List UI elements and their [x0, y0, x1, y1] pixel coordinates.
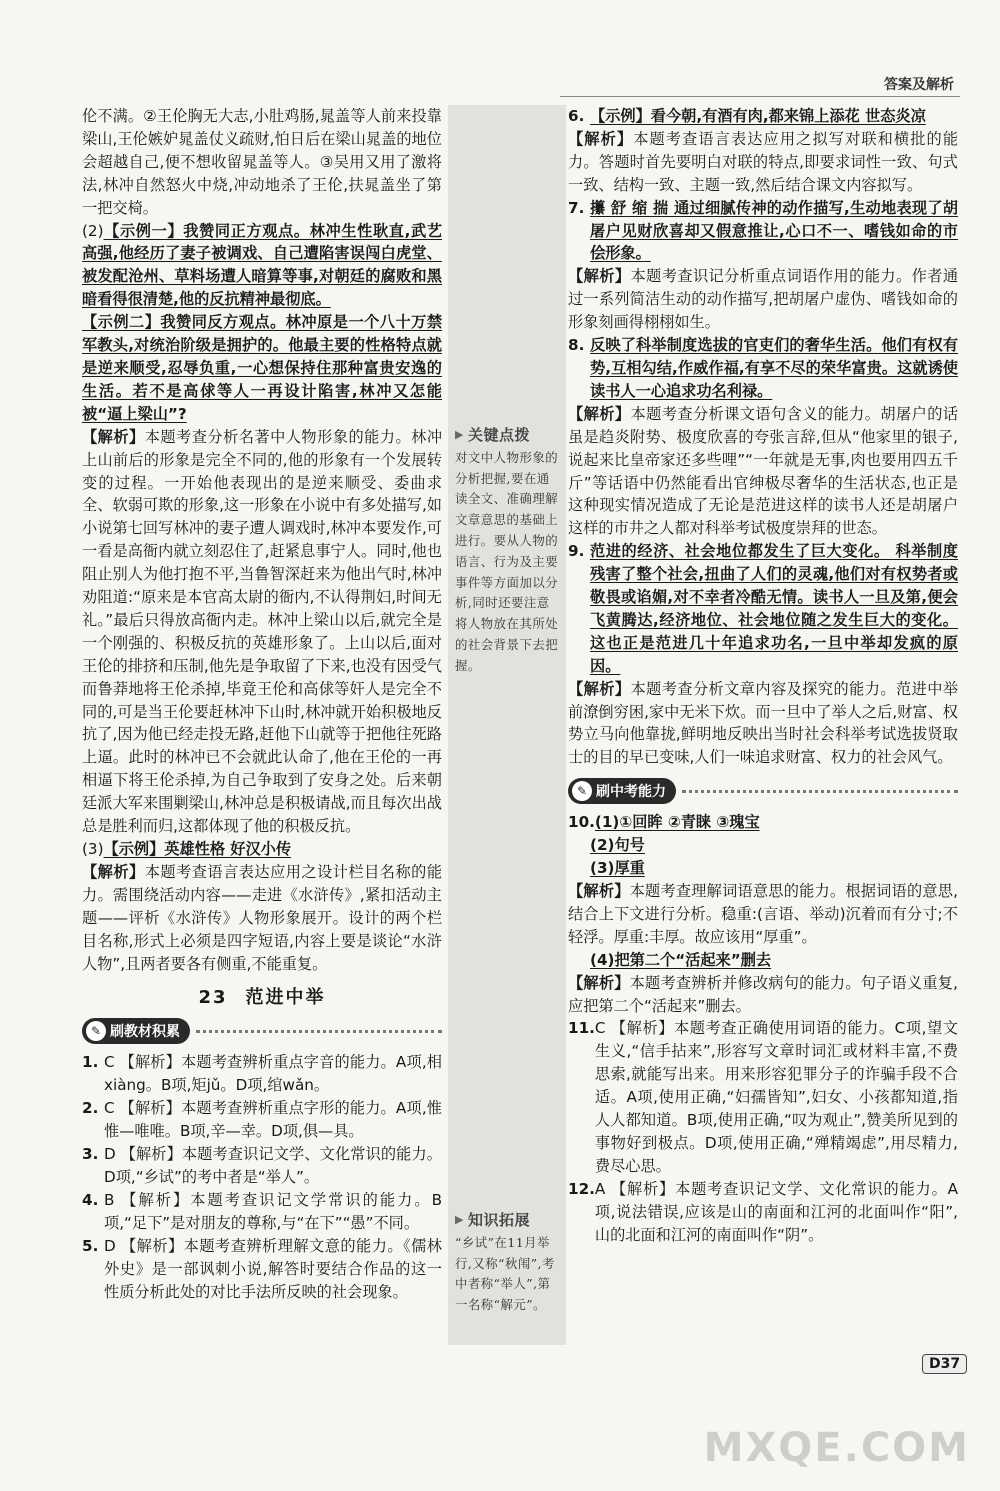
answer-line: (3)厚重 [590, 859, 645, 878]
note-key-points-text: 对文中人物形象的分析把握,要在通读全文、准确理解文章意思的基础上进行。要从人物的语言、行为及主要事件等方面加以分析,同时还要注意将人物放在其所处的社会背景下去把握。 [455, 449, 559, 673]
question-item: 10. (1)①回眸 ②青睐 ③瑰宝 [568, 813, 760, 832]
note-knowledge-extension [455, 1210, 561, 1316]
section-pill: ✎ 刷中考能力 [568, 778, 676, 804]
question-item: 1. C 【解析】本题考查辨析重点字音的能力。A项,相xiàng。B项,矩jǔ。D项,绾wǎn。 [82, 1053, 442, 1095]
analysis-paragraph: 【解析】本题考查识记分析重点词语作用的能力。作者通过一系列简洁生动的动作描写,把胡屠户虚伪、嗜钱如命的形象刻画得栩栩如生。 [568, 267, 958, 332]
question-item: 12. A 【解析】本题考查识记文学、文化常识的能力。A项,说法错误,应该是山的南面和江河的北面叫作“阳”,山的北面和江河的南面叫作“阴”。 [568, 1179, 958, 1244]
question-item: 2. C 【解析】本题考查辨析重点字形的能力。A项,惟惟—唯唯。B项,辛—幸。D项,俱—具。 [82, 1099, 442, 1141]
note-key-points [455, 425, 561, 677]
book-icon: ✎ [572, 781, 592, 801]
right-column [568, 105, 958, 1247]
note-key-points-title: ▶ 关键点拨 [455, 426, 530, 444]
analysis-paragraph: 【解析】本题考查分析名著中人物形象的能力。林冲上山前后的形象是完全不同的,他的形象有一个发展转变的过程。一开始他表现出的是逆来顺受、委曲求全、软弱可欺的形象,这一形象在小说中有多处描写,如小说第七回写林冲的妻子遭人调戏时,林冲本要发作,可一看是高衙内就立刻忍住了,赶紧息事宁人。同时,他也阻止别人为他打抱不平,当鲁智深赶来为他出气时,林冲劝阻道:“原来是本官高太尉的衙内,不认得荆妇,时间无礼。”最后只得放高衙内走。林冲上梁山以后,就完全是一个刚强的、积极反抗的英雄形象了。上山以后,面对王伦的排挤和压制,他先是争取留了下来,也没有因受气而鲁莽地将王伦杀掉,毕竟王伦和高俅等奸人是完全不同的,可是当王伦要赶林冲下山时,林冲就开始积极地反抗了,因为他已经走投无路,赶他下山就等于把他往死路上逼。此时的林冲已不会就此认命了,他在王伦的一再相逼下将王伦杀掉,为自己争取到了安身之处。后来朝廷派大军来围剿梁山,林冲总是积极请战,而且每次出战总是胜利而归,这都体现了他的积极反抗。 [82, 427, 443, 836]
running-header: 答案及解析 [884, 77, 954, 93]
answer-example-1: (2)【示例一】我赞同正方观点。林冲生性耿直,武艺高强,他经历了妻子被调戏、自己遭陷害误闯白虎堂、被发配沧州、草料场遭人暗算等事,对朝廷的腐败和黑暗看得很清楚,他的反抗精神最彻底。 [82, 221, 442, 309]
sidebar-panel [448, 105, 566, 1345]
answer-line: (4)把第二个“活起来”删去 [590, 950, 772, 969]
question-item: 9. 范进的经济、社会地位都发生了巨大变化。 科举制度残害了整个社会,扭曲了人们的灵魂,他们对有权势者或敬畏或谄媚,对不幸者冷酷无情。读书人一旦及第,便会飞黄腾达,经济地位、社会地位随之发生巨大的变化。这也正是范进几十年追求功名,一旦中举却发疯的原因。 [568, 542, 958, 675]
question-item: 7. 攥 舒 缩 揣 通过细腻传神的动作描写,生动地表现了胡屠户见财欣喜却又假意推让,心口不一、嗜钱如命的市侩形象。 [568, 198, 958, 263]
dotted-divider [196, 1030, 442, 1033]
question-item: 8. 反映了科举制度选拔的官吏们的奢华生活。他们有权有势,互相勾结,作威作福,有享不尽的荣华富贵。这就诱使读书人一心追求功名利禄。 [568, 336, 958, 400]
answer-line: (2)句号 [590, 836, 645, 855]
question-item: 6. 【示例】看今朝,有酒有肉,都来锦上添花 世态炎凉 [568, 107, 926, 125]
analysis-paragraph: 【解析】本题考查语言表达应用之拟写对联和横批的能力。答题时首先要明白对联的特点,即要求词性一致、句式一致、结构一致、主题一致,然后结合课文内容拟写。 [568, 129, 959, 194]
header-rule [560, 96, 960, 97]
arrow-icon: ▶ [455, 428, 464, 441]
answer-example-3: (3)【示例】英雄性格 好汉小传 [82, 840, 292, 858]
section-banner-exam [568, 777, 958, 805]
question-item: 5. D 【解析】本题考查辨析理解文意的能力。《儒林外史》是一部讽刺小说,解答时要结合作品的这一性质分析此处的对比手法所反映的社会现象。 [82, 1236, 442, 1301]
dotted-divider [682, 790, 958, 793]
section-banner-textbook [82, 1017, 442, 1045]
paragraph: 伦不满。②王伦胸无大志,小肚鸡肠,晁盖等人前来投靠梁山,王伦嫉妒晁盖仗义疏财,怕日后在梁山晁盖的地位会超越自己,便不想收留晁盖等人。③吴用又用了激将法,林冲自然怒火中烧,冲动地杀了王伦,扶晁盖坐了第一把交椅。 [82, 107, 442, 217]
note-knowledge-text: “乡试”在11月举行,又称“秋闱”,考中者称“举人”,第一名称“解元”。 [455, 1234, 555, 1313]
book-icon: ✎ [86, 1021, 106, 1041]
analysis-paragraph: 【解析】本题考查分析文章内容及探究的能力。范进中举前潦倒穷困,家中无米下炊。而一旦中了举人之后,财富、权势立马向他靠拢,鲜明地反映出当时社会科举考试选拔贤取士的目的早已变味,人们一味追求财富、权力的社会风气。 [568, 679, 958, 767]
arrow-icon: ▶ [455, 1213, 464, 1226]
analysis-paragraph: 【解析】本题考查分析课文语句含义的能力。胡屠户的话虽是趋炎附势、极度欣喜的夸张言辞,但从“他家里的银子,说起来比皇帝家还多些哩”“一年就是无事,肉也要用四五千斤”等话语中仍然能看出官绅极尽奢华的生活状态,也正是这种现实情况造成了无论是范进这样的读书人还是胡屠户这样的市井之人都对科举考试极度崇拜的世态。 [568, 404, 958, 538]
question-item: 4. B 【解析】本题考查识记文学常识的能力。B项,“足下”是对朋友的尊称,与“在下”“愚”不同。 [82, 1190, 442, 1232]
left-column [82, 105, 442, 1303]
question-item: 3. D 【解析】本题考查识记文学、文化常识的能力。D项,“乡试”的考中者是“举人”。 [82, 1145, 442, 1186]
note-knowledge-title: ▶ 知识拓展 [455, 1211, 530, 1229]
question-item: 11. C 【解析】本题考查正确使用词语的能力。C项,望文生义,“信手拈来”,形容写文章时词汇或材料丰富,不费思索,就能写出来。用来形容犯罪分子的诈骗手段不合适。A项,使用正确,“妇孺皆知”,妇女、小孩都知道,指人人都知道。B项,使用正确,“叹为观止”,赞美所见到的事物好到极点。D项,使用正确,“殚精竭虑”,用尽精力,费尽心思。 [568, 1019, 958, 1175]
analysis-paragraph: 【解析】本题考查理解词语意思的能力。根据词语的意思,结合上下文进行分析。稳重:(言语、举动)沉着而有分寸;不轻浮。厚重:丰厚。故应该用“厚重”。 [568, 882, 959, 946]
answer-example-2: 【示例二】我赞同反方观点。林冲原是一个八十万禁军教头,对统治阶级是拥护的。他最主要的性格特点就是逆来顺受,忍辱负重,一心想保持住那种富贵安逸的生活。若不是高俅等人一再设计陷害,林冲又怎能被“逼上梁山”? [82, 313, 442, 423]
section-pill: ✎ 刷教材积累 [82, 1018, 190, 1044]
analysis-paragraph: 【解析】本题考查语言表达应用之设计栏目名称的能力。需围绕活动内容——走进《水浒传》,紧扣活动主题——评析《水浒传》人物形象展开。设计的两个栏目名称,形式上必须是四字短语,内容上要是谈论“水浒人物”,且两者要各有侧重,不能重复。 [82, 862, 443, 973]
analysis-paragraph: 【解析】本题考查辨析并修改病句的能力。句子语义重复,应把第二个“活起来”删去。 [568, 973, 959, 1015]
lesson-title: 23 范进中举 [198, 987, 326, 1009]
page-number: D37 [922, 1354, 967, 1374]
watermark: MXQE.COM [703, 1425, 970, 1471]
